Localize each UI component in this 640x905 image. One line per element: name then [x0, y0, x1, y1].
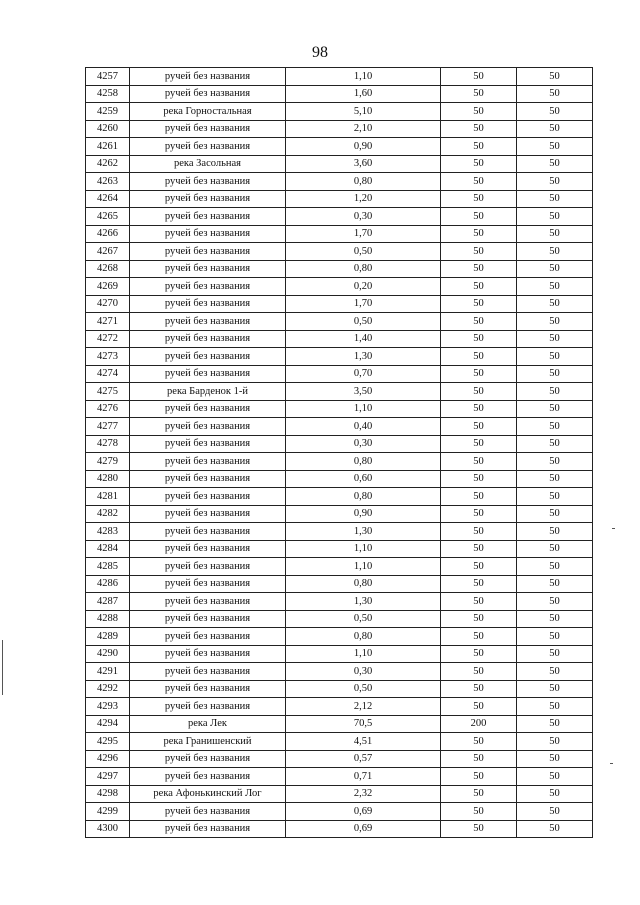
cell-value-1: 50 — [441, 208, 517, 226]
cell-value-2: 50 — [517, 400, 593, 418]
cell-value-1: 50 — [441, 85, 517, 103]
cell-name: ручей без названия — [130, 190, 286, 208]
cell-value-1: 50 — [441, 330, 517, 348]
cell-number: 4280 — [86, 470, 130, 488]
cell-value-1: 50 — [441, 278, 517, 296]
cell-length: 0,50 — [286, 610, 441, 628]
table-row — [86, 645, 593, 663]
table-row — [86, 418, 593, 436]
cell-value-2: 50 — [517, 173, 593, 191]
cell-value-1: 50 — [441, 260, 517, 278]
cell-name: ручей без названия — [130, 558, 286, 576]
cell-value-1: 50 — [441, 138, 517, 156]
cell-length: 0,50 — [286, 243, 441, 261]
table-row — [86, 190, 593, 208]
cell-name: ручей без названия — [130, 698, 286, 716]
cell-name: река Афонькинский Лог — [130, 785, 286, 803]
cell-value-2: 50 — [517, 593, 593, 611]
cell-value-1: 50 — [441, 733, 517, 751]
cell-number: 4257 — [86, 68, 130, 86]
cell-value-2: 50 — [517, 558, 593, 576]
cell-name: ручей без названия — [130, 610, 286, 628]
cell-number: 4270 — [86, 295, 130, 313]
cell-number: 4291 — [86, 663, 130, 681]
cell-value-2: 50 — [517, 278, 593, 296]
cell-value-2: 50 — [517, 680, 593, 698]
table-row — [86, 348, 593, 366]
cell-name: ручей без названия — [130, 120, 286, 138]
cell-length: 1,60 — [286, 85, 441, 103]
cell-name: ручей без названия — [130, 225, 286, 243]
cell-value-2: 50 — [517, 383, 593, 401]
table-body — [86, 68, 593, 838]
cell-length: 0,30 — [286, 663, 441, 681]
cell-name: ручей без названия — [130, 820, 286, 838]
cell-name: ручей без названия — [130, 138, 286, 156]
scan-mark — [610, 763, 613, 764]
cell-name: река Барденок 1-й — [130, 383, 286, 401]
cell-value-1: 50 — [441, 610, 517, 628]
cell-number: 4266 — [86, 225, 130, 243]
cell-name: река Засольная — [130, 155, 286, 173]
cell-length: 3,50 — [286, 383, 441, 401]
cell-name: ручей без названия — [130, 208, 286, 226]
table-row — [86, 558, 593, 576]
cell-value-2: 50 — [517, 190, 593, 208]
cell-length: 1,40 — [286, 330, 441, 348]
table-row — [86, 243, 593, 261]
cell-value-2: 50 — [517, 505, 593, 523]
cell-value-1: 50 — [441, 383, 517, 401]
cell-value-2: 50 — [517, 260, 593, 278]
cell-length: 0,30 — [286, 208, 441, 226]
cell-length: 1,30 — [286, 348, 441, 366]
cell-value-2: 50 — [517, 540, 593, 558]
scan-mark — [612, 528, 615, 529]
cell-name: река Гранишенский — [130, 733, 286, 751]
cell-length: 1,20 — [286, 190, 441, 208]
table-row — [86, 628, 593, 646]
cell-name: ручей без названия — [130, 173, 286, 191]
cell-value-1: 50 — [441, 225, 517, 243]
cell-value-2: 50 — [517, 610, 593, 628]
cell-value-1: 50 — [441, 593, 517, 611]
cell-value-2: 50 — [517, 348, 593, 366]
cell-value-1: 50 — [441, 400, 517, 418]
cell-value-2: 50 — [517, 313, 593, 331]
cell-value-1: 50 — [441, 155, 517, 173]
table-row — [86, 313, 593, 331]
cell-name: ручей без названия — [130, 540, 286, 558]
cell-length: 1,70 — [286, 225, 441, 243]
cell-length: 1,10 — [286, 400, 441, 418]
cell-length: 0,30 — [286, 435, 441, 453]
cell-name: ручей без названия — [130, 768, 286, 786]
cell-name: ручей без названия — [130, 330, 286, 348]
cell-number: 4278 — [86, 435, 130, 453]
cell-value-1: 50 — [441, 173, 517, 191]
cell-value-1: 50 — [441, 103, 517, 121]
cell-value-2: 50 — [517, 330, 593, 348]
cell-value-1: 50 — [441, 558, 517, 576]
cell-number: 4295 — [86, 733, 130, 751]
cell-number: 4262 — [86, 155, 130, 173]
cell-length: 3,60 — [286, 155, 441, 173]
table-row — [86, 138, 593, 156]
cell-length: 1,10 — [286, 68, 441, 86]
cell-value-2: 50 — [517, 750, 593, 768]
cell-length: 1,10 — [286, 540, 441, 558]
cell-value-2: 50 — [517, 435, 593, 453]
table-row — [86, 155, 593, 173]
cell-length: 0,90 — [286, 505, 441, 523]
cell-value-2: 50 — [517, 225, 593, 243]
cell-length: 2,32 — [286, 785, 441, 803]
cell-value-2: 50 — [517, 645, 593, 663]
cell-value-1: 50 — [441, 820, 517, 838]
cell-length: 5,10 — [286, 103, 441, 121]
cell-value-1: 200 — [441, 715, 517, 733]
cell-name: ручей без названия — [130, 803, 286, 821]
table-row — [86, 260, 593, 278]
cell-length: 0,60 — [286, 470, 441, 488]
cell-value-1: 50 — [441, 190, 517, 208]
cell-number: 4290 — [86, 645, 130, 663]
cell-value-2: 50 — [517, 85, 593, 103]
cell-number: 4273 — [86, 348, 130, 366]
cell-length: 4,51 — [286, 733, 441, 751]
cell-value-2: 50 — [517, 138, 593, 156]
cell-number: 4268 — [86, 260, 130, 278]
cell-name: ручей без названия — [130, 523, 286, 541]
cell-value-2: 50 — [517, 733, 593, 751]
cell-length: 1,30 — [286, 523, 441, 541]
cell-value-1: 50 — [441, 435, 517, 453]
cell-number: 4265 — [86, 208, 130, 226]
cell-value-1: 50 — [441, 645, 517, 663]
cell-value-1: 50 — [441, 523, 517, 541]
cell-length: 0,20 — [286, 278, 441, 296]
cell-name: ручей без названия — [130, 260, 286, 278]
cell-name: ручей без названия — [130, 750, 286, 768]
cell-value-2: 50 — [517, 208, 593, 226]
cell-value-2: 50 — [517, 120, 593, 138]
cell-length: 1,10 — [286, 645, 441, 663]
cell-length: 0,40 — [286, 418, 441, 436]
table-row — [86, 330, 593, 348]
cell-name: ручей без названия — [130, 435, 286, 453]
cell-value-1: 50 — [441, 68, 517, 86]
cell-value-2: 50 — [517, 155, 593, 173]
cell-length: 0,50 — [286, 680, 441, 698]
table-row — [86, 785, 593, 803]
cell-value-1: 50 — [441, 803, 517, 821]
cell-value-2: 50 — [517, 418, 593, 436]
cell-name: ручей без названия — [130, 628, 286, 646]
cell-number: 4258 — [86, 85, 130, 103]
cell-name: ручей без названия — [130, 243, 286, 261]
cell-number: 4288 — [86, 610, 130, 628]
page-number: 98 — [312, 44, 328, 61]
table-row — [86, 85, 593, 103]
cell-name: ручей без названия — [130, 348, 286, 366]
cell-name: ручей без названия — [130, 68, 286, 86]
cell-value-1: 50 — [441, 453, 517, 471]
cell-length: 0,80 — [286, 575, 441, 593]
cell-value-1: 50 — [441, 505, 517, 523]
cell-value-1: 50 — [441, 628, 517, 646]
cell-value-2: 50 — [517, 663, 593, 681]
table-row — [86, 523, 593, 541]
table-row — [86, 680, 593, 698]
cell-value-1: 50 — [441, 120, 517, 138]
cell-number: 4289 — [86, 628, 130, 646]
cell-value-2: 50 — [517, 523, 593, 541]
cell-number: 4286 — [86, 575, 130, 593]
cell-value-1: 50 — [441, 295, 517, 313]
cell-length: 0,80 — [286, 260, 441, 278]
cell-number: 4263 — [86, 173, 130, 191]
table-row — [86, 225, 593, 243]
cell-length: 1,30 — [286, 593, 441, 611]
cell-number: 4292 — [86, 680, 130, 698]
table-row — [86, 540, 593, 558]
cell-value-1: 50 — [441, 348, 517, 366]
table-row — [86, 698, 593, 716]
cell-value-1: 50 — [441, 488, 517, 506]
table-row — [86, 663, 593, 681]
cell-value-1: 50 — [441, 243, 517, 261]
cell-value-2: 50 — [517, 575, 593, 593]
cell-value-2: 50 — [517, 295, 593, 313]
cell-name: ручей без названия — [130, 453, 286, 471]
table-row — [86, 208, 593, 226]
table-row — [86, 820, 593, 838]
cell-value-1: 50 — [441, 540, 517, 558]
cell-name: ручей без названия — [130, 400, 286, 418]
cell-length: 0,71 — [286, 768, 441, 786]
table-row — [86, 453, 593, 471]
cell-value-2: 50 — [517, 698, 593, 716]
table-row — [86, 173, 593, 191]
cell-value-2: 50 — [517, 488, 593, 506]
cell-number: 4276 — [86, 400, 130, 418]
table-row — [86, 575, 593, 593]
cell-name: ручей без названия — [130, 418, 286, 436]
cell-value-2: 50 — [517, 768, 593, 786]
cell-length: 1,70 — [286, 295, 441, 313]
cell-name: ручей без названия — [130, 645, 286, 663]
cell-length: 70,5 — [286, 715, 441, 733]
cell-length: 2,12 — [286, 698, 441, 716]
cell-name: ручей без названия — [130, 365, 286, 383]
cell-number: 4300 — [86, 820, 130, 838]
cell-value-2: 50 — [517, 470, 593, 488]
cell-length: 0,50 — [286, 313, 441, 331]
table-row — [86, 733, 593, 751]
cell-value-2: 50 — [517, 785, 593, 803]
watercourse-table — [85, 67, 593, 838]
cell-length: 2,10 — [286, 120, 441, 138]
cell-name: ручей без названия — [130, 278, 286, 296]
table-row — [86, 103, 593, 121]
cell-number: 4264 — [86, 190, 130, 208]
cell-length: 0,69 — [286, 820, 441, 838]
table-row — [86, 295, 593, 313]
table-row — [86, 435, 593, 453]
cell-number: 4298 — [86, 785, 130, 803]
table-row — [86, 68, 593, 86]
cell-number: 4287 — [86, 593, 130, 611]
cell-length: 0,80 — [286, 453, 441, 471]
cell-value-2: 50 — [517, 365, 593, 383]
cell-name: ручей без названия — [130, 575, 286, 593]
cell-value-2: 50 — [517, 628, 593, 646]
cell-number: 4285 — [86, 558, 130, 576]
cell-number: 4275 — [86, 383, 130, 401]
cell-name: река Горностальная — [130, 103, 286, 121]
cell-value-1: 50 — [441, 418, 517, 436]
cell-value-1: 50 — [441, 470, 517, 488]
cell-value-2: 50 — [517, 715, 593, 733]
cell-value-1: 50 — [441, 680, 517, 698]
cell-number: 4281 — [86, 488, 130, 506]
table-row — [86, 593, 593, 611]
cell-length: 1,10 — [286, 558, 441, 576]
cell-number: 4271 — [86, 313, 130, 331]
cell-value-1: 50 — [441, 663, 517, 681]
cell-length: 0,70 — [286, 365, 441, 383]
cell-value-2: 50 — [517, 453, 593, 471]
cell-name: ручей без названия — [130, 85, 286, 103]
table-row — [86, 750, 593, 768]
table-row — [86, 383, 593, 401]
cell-value-1: 50 — [441, 698, 517, 716]
cell-value-1: 50 — [441, 768, 517, 786]
cell-length: 0,69 — [286, 803, 441, 821]
cell-number: 4284 — [86, 540, 130, 558]
table-row — [86, 278, 593, 296]
cell-value-2: 50 — [517, 103, 593, 121]
cell-name: ручей без названия — [130, 295, 286, 313]
table-row — [86, 470, 593, 488]
cell-length: 0,80 — [286, 488, 441, 506]
cell-value-1: 50 — [441, 575, 517, 593]
cell-name: река Лек — [130, 715, 286, 733]
table-row — [86, 400, 593, 418]
cell-value-2: 50 — [517, 243, 593, 261]
cell-name: ручей без названия — [130, 680, 286, 698]
cell-number: 4279 — [86, 453, 130, 471]
cell-number: 4277 — [86, 418, 130, 436]
cell-number: 4261 — [86, 138, 130, 156]
cell-number: 4297 — [86, 768, 130, 786]
cell-value-1: 50 — [441, 365, 517, 383]
cell-number: 4299 — [86, 803, 130, 821]
cell-number: 4296 — [86, 750, 130, 768]
table-row — [86, 505, 593, 523]
table-row — [86, 365, 593, 383]
cell-value-2: 50 — [517, 803, 593, 821]
scan-mark — [2, 640, 3, 695]
cell-length: 0,90 — [286, 138, 441, 156]
cell-name: ручей без названия — [130, 505, 286, 523]
cell-length: 0,57 — [286, 750, 441, 768]
table-row — [86, 803, 593, 821]
cell-number: 4269 — [86, 278, 130, 296]
table-row — [86, 610, 593, 628]
cell-number: 4294 — [86, 715, 130, 733]
table-row — [86, 120, 593, 138]
cell-value-2: 50 — [517, 820, 593, 838]
cell-value-1: 50 — [441, 750, 517, 768]
cell-number: 4283 — [86, 523, 130, 541]
cell-name: ручей без названия — [130, 470, 286, 488]
cell-name: ручей без названия — [130, 663, 286, 681]
table-row — [86, 488, 593, 506]
cell-name: ручей без названия — [130, 313, 286, 331]
cell-number: 4274 — [86, 365, 130, 383]
cell-number: 4293 — [86, 698, 130, 716]
cell-name: ручей без названия — [130, 593, 286, 611]
cell-name: ручей без названия — [130, 488, 286, 506]
cell-number: 4272 — [86, 330, 130, 348]
cell-number: 4282 — [86, 505, 130, 523]
cell-number: 4267 — [86, 243, 130, 261]
cell-value-2: 50 — [517, 68, 593, 86]
table-row — [86, 768, 593, 786]
cell-number: 4260 — [86, 120, 130, 138]
cell-length: 0,80 — [286, 628, 441, 646]
cell-value-1: 50 — [441, 313, 517, 331]
table-row — [86, 715, 593, 733]
cell-length: 0,80 — [286, 173, 441, 191]
cell-value-1: 50 — [441, 785, 517, 803]
cell-number: 4259 — [86, 103, 130, 121]
